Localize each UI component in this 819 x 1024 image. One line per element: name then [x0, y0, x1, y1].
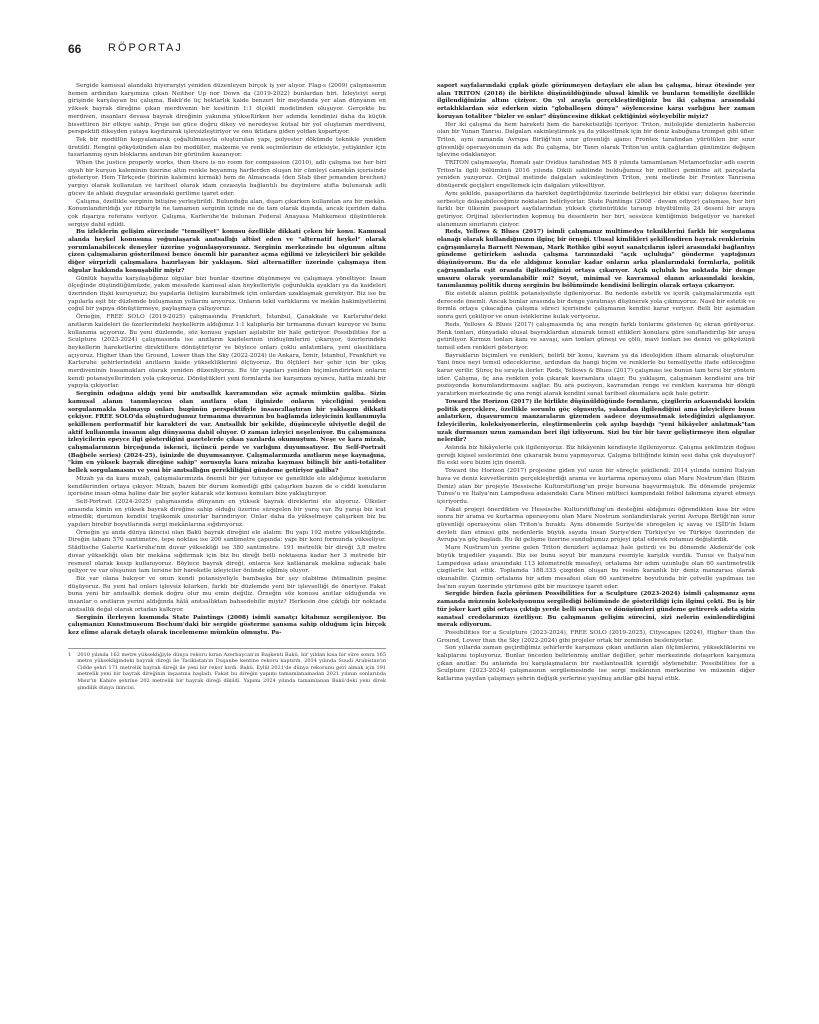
right-column — [437, 83, 755, 684]
paragraph: Bayrakların biçimleri ve renkleri, belirli bir konu, kavram ya da ideolojiden ilham alınarak oluşturulur. Yani önce neyi temsil edeceklerine, ardından da hangi biçim ve renklerle bu temsiliyette ifade edileceğine karar verilir. Süreç bu sırayla ilerler. Reds, Yellows & Blues (2017) çalışması ise bunun tam tersi bir yöntem izler. Çalışma, üç ana renkten yola çıkarak kavramlara ulaşır. Bu yaklaşım, çalışmanın kendisini ara bir pozisyonda konumlandırmasını sağlar. Bu ara pozisyon, kavramdan renge ve renkten kavrama bir döngü yaratırken merkezinde üç ana rengi alarak kendini sanat tarihsel okumalara açık hale getirir. — [437, 352, 755, 398]
left-column — [68, 83, 386, 691]
footnote-mark: 1 — [68, 651, 72, 658]
footnote-divider — [68, 648, 386, 649]
interview-question: saport sayfalarındaki çıplak gözle görünmeyen detayları ele alan bu çalışma, biraz ötesinde yer alan TRITON (2018) ile birlikte düşünüldüğünde ulusal kimlik ve bunların temsiliyle özellikle ilgilendiğinizin altını çiziyor. On yıl arayla gerçekleştirdiğiniz bu iki çalışma arasındaki ortaklıklardan söz ederken sizin "globalleşen dünya" söylencesine karşı varlığını her zaman koruyan totaliter "bizler ve onlar" düşüncesine dikkat çektiğinizi söyleyebilir miyiz? — [437, 83, 755, 120]
paragraph: Aslında biz hikâyelerle çok ilgileniyoruz. Biz hikâyenin kendisiyle ilgileniyoruz. Çalışma şeklimizin doğası gereği kişisel seslerimizi öne çıkararak bunu yapmıyoruz. Çalışma bittiğinde kimin sesi daha çok duyuluyor? Bu eski soru bizim için önemli. — [437, 445, 755, 467]
paragraph: Son yıllarda zaman geçirdiğimiz şehirlerde karşımıza çıkan anıtların alan ölçümlerini, yüksekliklerini ve kalıplarını topluyoruz. Bunlar önceden belirlenmiş anıtlar değiller, şehir merkezinde dolaşırken karşımıza çıkan anıtlar. Bu anlamda bu karşılaşmaların bir rastlantısallık içerdiği söylenebilir. Possibilities for a Sculpture (2023-2024) çalışmasının sergilemesinde ise sergi mekânının merkezine ve müzenin diğer katlarına yayılan çalışmayı şehrin değişik yerlerine yayılmış anıtlar gibi hayal ettik. — [437, 645, 755, 683]
paragraph: Mizah ya da kara mizah, çalışmalarımızda önemli bir yer tutuyor ve genellikle ele aldığımız konuların kendilerinden ortaya çıkıyor. Mizah, bazen bir durum komediği gibi çalışırken bazen de o ciddi konuların içerisine insan olma haline dair bir şeyler katarak söz konusu konuları bize yaklaştırıyor. — [68, 475, 386, 498]
paragraph: Aynı şekilde, pasaportların da hareket özgürlüğümüz üzerinde belirleyici bir etkisi var; dolayısı üzerinde serbestçe dolaşabileceğimiz noktaları belirliyorlar. State Paintings (2008 - devam ediyor) çalışması, her biri farklı bir ülkenin pasaport sayfalarından yüksek çözünürlükle taranıp büyütülmüş 24 deseni bir araya getiriyor. Orijinal işlevlerinden kopmuş bu desenlerin her biri, sessizce kimliğimizi belgeliyor ve hareket alanımızın sınırlarını çiziyor. — [437, 190, 755, 228]
paragraph: When the justice properly works, then there is no room for compassion (2010), adlı çalışma ise her biri siyah bir kurşun kaleminin üzerine altın renkle boyanmış harflerden oluşan bir cümleyi camekân içerisinde gösteriyor. Hem Türkçede (birinin kalemini kırmak) hem de Almancada (den Stab über jemanden brechen) yargıyı olarak kullanılan ve tarihsel olarak idam cezasıyla bağlantılı bu deyimlere atıfta bulunarak adli gücev ile ahlaki duygular arasındaki gerilime işaret eder. — [68, 160, 386, 197]
paragraph: Sergide kamusal alandaki hiyerarşiyi yeniden düzenleyen birçok iş yer alıyor. Flag-s (2009) çalışmasının hemen ardından karşımıza çıkan Neither Up nor Down da (2019-2022) bunlardan biri. İzleyiciyi sergi girişinde karşılayan bu çalışma, Bakü'de üç hektarlık kaide benzeri bir meydanda yer alan dünyanın en yüksek bayrak direğine çıkan merdivenin bir kesitinin 1:1 ölçekli modelinden oluşuyor. Gerçekte bu merdiven, insanları devasa bayrak direğinin yakınına yükseltirken her adımda kendinizi daha da küçük hissettiren bir etkiye sahip. Proje ise güce doğru dikey ve neredeyse kutsal bir yol oluşturan merdiveni, perspektifi dikeyden yataya kaydırarak işlevsizleştiriyor ve onu iktidara giden yoldan kopartıyor. — [68, 83, 386, 136]
paragraph: Fakat projeyi önerdikten ve Hessische Kulturstiftung'un desteğini aldığımızı öğrendikten kısa bir süre sonra bir arama ve kurtarma operasyonu olan Mare Nostrum sonlandırılarak yerini Avrupa Birliği'nin sınır güvenliği operasyonu olan Triton'a bıraktı. Aynı dönemde Suriye'de süregelen iç savaş ve IŞİD'in İslam devleti ilan etmesi gibi nedenlerle büyük sayıda insan Suriye'den Türkiye'ye ve Türkiye üzerinden de Avrupa'ya göç başladı. Bu iki gelişme üzerine sunduğumuz projeyi iptal ederek rotamızı değiştirdik. — [437, 506, 755, 544]
paragraph: Biz estetik alanın politik potansiyeliyle ilgileniyoruz. Bu nedenle estetik ve içerik çalışmalarımızda eşit derecede önemli. Ancak bunlar arasında bir denge yaratmayı düşünerek yola çıkmıyoruz. Nasıl bir estetik ve formla ortaya çıkacağına çalışma süreci içerisinde çalışmanın kendisi karar veriyor. Belli bir aşamadan sonra geri çekiliyor ve onun isteklerine kulak veriyoruz. — [437, 290, 755, 321]
paragraph: Self-Portrait (2024-2025) çalışmasında dünyanın en yüksek bayrak direklerini ele alıyoruz. Ülkeler arasında kimin en yüksek bayrak direğine sahip olduğu üzerine süregelen bir yarış var. Bu yarışı biz icat etmedik; durumun kendisi trajikomik unsurlar barındırıyor. Onlar daha da yükselmeye çalışırken biz bu yapıları birebir boyutlarında sergi mekânlarına sığdırıyoruz. — [68, 498, 386, 529]
paragraph: Reds, Yellows & Blues (2017) çalışmasında üç ana rengin farklı tonlarını gösteren üç ekran görüyoruz. Renk tonları, dünyadaki ulusal bayraklardan alınarak temsil ettikleri konulara göre sınıflandırılıp bir araya getiriliyor. Kırmızı tonları kanı ve savaşı, sarı tonları güneşi ve çölü, mavi tonları ise denizi ve gökyüzünü temsil eden renkleri gösteriyor. — [437, 321, 755, 351]
interview-question: Serginin ilerleyen kısmında State Paintings (2008) isimli sanatçı kitabınız sergileniyor. Bu çalışmanızı Kunstmuseum Bochum'daki bir sergide gösterme şansına sahip olduğum için birçok kez elime alarak detaylı olarak incelememe mümkün olmuştu. Pa- — [68, 614, 386, 636]
paragraph: Her iki çalışma da hem hareketi hem de hareketsizliği içeriyor. Triton, mitolojide denizlerin habercisi olan bir Yunan Tanrısı. Dalgaları sakinleştirmek ya da yükseltmek için bir deniz kabuğuna trompet gibi üfler. Triton, aynı zamanda Avrupa Birliği'nin sınır güvenliği ajansı Frontex tarafından yürütülen bir sınır güvenliği operasyonunun da adı. Bu çalışma, bir Tanrı olarak Triton'un antik çağlardan günümüze değişen işlevine odaklanıyor. — [437, 121, 755, 159]
paragraph: Günlük hayatta karşılaştığımız olgular bizi bunlar üzerine düşünmeye ve çalışmaya yöneltiyor. İnsan ölçeğinde düşündüğümüzde, yakın mesafede kamusal alan heykelleriyle çoğunlukla ayakları ya da kaideleri üzerinden ilişki kuruyoruz; bu yapılarla iletişim kurabilmek için onlardan uzaklaşmak gerekiyor. Biz ise bu yapılarla eşit bir düzlemde buluşmanın yollarını arıyoruz. Onların tekil varlıklarını ve mekân hakimiyetlerini çoğul bir yapıya dönüştürmeye, paylaşmaya çalışıyoruz. — [68, 275, 386, 313]
paragraph: Toward the Horizon (2017) projesine giden yol uzun bir süreçte şekillendi. 2014 yılında isimini İtalyan hava ve deniz kuvvetlerinin gerçekleştirdiği arama ve kurtarma operasyonu olan Mare Nostrum'dan (Bizim Deniz) alan bir projeyle Hessische Kulturstiftung'un proje bursuna başvurmuştuk. Bu dönemde projemiz Tunus'u ve İtalya'nın Lampedusa adasındaki Cara Mineo mülteci kampındaki fotbol takımına ziyaret etmeyi içeriyordu. — [437, 468, 755, 505]
interview-question: Reds, Yellows & Blues (2017) isimli çalışmanız multimedya tekniklerini farklı bir sorgulama olanağı olarak kullandığınızın ilginç bir örneği. Ulusal kimlikleri şekillendiren bayrak renklerinin çağrışımlarıyla Barnett Newman, Mark Rothko gibi soyut sanatçıların işleri arasındaki bağlantıyı gündeme getirirken aslında çalışma tarzınızdaki "açık uçluluğa" gönderme yaptığınızı düşünüyorum. Bu da ele aldığınız konular kadar onların arka planlarındaki formlarla, politik çağrışımlarla eşit oranda ilgilendiğinizi ortaya çıkarıyor. Açık uçluluk bu noktada bir denge unsuru olarak yorumlanabilir mi? Soyut, minimal ve kavramsal olanın arkasındaki keskin, tanımlanmış politik duruş serginin bu bölümünde kendisini belirgin olarak ortaya çıkarıyor. — [437, 229, 755, 290]
paragraph: Örneğin şu anda dünya ikincisi olan Bakü bayrak direğini ele alalım: Bu yapı 192 metre yüksekliğinde. Direğin tabanı 570 santimetre, tepe noktası ise 200 santimetre çapında; yapı bir koni formunda yükseliyor. Städtische Galerie Karlsruhe'nin duvar yüksekliği ise 380 santimetre. 191 metrelik bir direği 3,8 metre duvar yüksekliği olan bir mekâna sığdırmak için biz bu direği belli noktasına kadar her 3 metrede bir resmeel olarak kesip kullanıyoruz. Böylece bayrak direği, onlarca kez katlanarak mekâna sığacak hale geliyor ve var oluşunun tam tersine bir hareketle izleyiciler önünde eğilmiş oluyor. — [68, 529, 386, 575]
paragraph: Mare Nostrum'un yerine gelen Triton denizleri açılamaz hale getirdi ve bu dönemde Akdeniz'de çok büyük trajediler yaşandı. Biz ise bunu soyut bir manzara resmiyle karşılık verdik. Tunus ve İtalya'nın Lampedusa adası arasındaki 113 kilometrelik mesafeyi, ortalama bir adım uzunluğu olan 60 santimetrelik çizgilerle kat ettik. Toplamda 188.333 çizgiden oluşan bu resim karanlık bir deniz manzarası olarak okunabilir. Çizimin ortalama bir adım mesafesi olan 60 santimetre boyutunda bir çetvelle yapılması ise İsa'nın suyun üzerinde yürümesi gibi bir mucizeye işaret eder. — [437, 545, 755, 590]
footnote — [68, 652, 386, 692]
paragraph: Örneğin, FREE SOLO (2019-2025) çalışmasında Frankfurt, İstanbul, Çanakkale ve Karlsruhe'deki anıtların kaideleri ile üzerlerindeki heykellerin aldığımız 1:1 kalıplarla bir tırmanma duvarı kuruyor ve bunu kullanıma açıyoruz. Bu yeni düzlemde, söz konusu yapıları aşılabilir bir hale getiriyor. Possibilities for a Sculpture (2023-2024) çalışmasında ise anıtların kaidelerinin iniduşümlerini çıkarıyor, üzerlerindeki heykellerin hareketlerini direktiflere dönüştürüyor ve böylece onları çoklu anlatımlara, yeni olasılıklara açıyoruz. Higher than the Ground, Lower than the Sky (2022-2024) ile Ankara, İzmir, İstanbul, Frankfurt ve Karlsruhe şehirlerindeki anıtların kaide yüksekliklerini ölçüyoruz. Bu ölçüleri her şehir için bir çıkış merdiveninin basamakları olarak yeniden düzenliyoruz. Bu tür yapıları yeniden biçimlendirirken onların kendi potansiyellerinden yola çıkıyoruz. Dönüştükleri yeni formlarda ise karşımıza oyuncu, hatta mizahi bir yapıyla çıkıyorlar. — [68, 314, 386, 390]
paragraph: TRITON çalışmasıyla, Romalı şair Ovidius tarafından MS 8 yılında tamamlanan Metamorfozlar adlı eserin Triton'la ilgili bölümünü 2016 yılında Dikili sahilinde bulduğumuz bir mülteci geminine ait parçalarla yeniden yazıyoruz. Orijinal metinde dalgaları sakinleştiren Triton, yeni metinde bir Frontex Tanrısına dönüşerek geçişleri engellemek için dalgaları yükseltiyor. — [437, 160, 755, 190]
paragraph: Çalışma, özellikle serginin bitişine yerleştirildi. Bulunduğu alan, dışarı çıkarken kullanılan ara bir mekân. Konumlandırıldığı yer itibariyle ne tamamen serginin içinde ne de tam olarak dışında, ancak içeriden daha çok dışarıya referans veriyor. Çalışma, Karlsruhe'de bulunan Federal Anayasa Mahkemesi düşünülerek sergiye dahil edildi. — [68, 198, 386, 228]
page-number: 66 — [68, 42, 82, 56]
interview-question: Bu izleklerin gelişim sürecinde "temsiliyet" konusu özellikle dikkati çeken bir konu. Kamusal alanda heykel konusuna yoğunlaşarak anıtsallığı altüst eden ve "alternatif heykel" olarak yorumlanabilecek deneyler üzerine yoğunlaşıyorsunuz. Serginin merkezinde bu olgunun altını çizen çalışmaların gösterilmesi bence önemli bir parantez açma eğilimi ve izleyicileri bir şekilde diğer sürprizli çalışmalara hazırlayan bir yaklaşım. Sizi alternatifler üzerinde çalışmaya iten olgular hakkında konuşabilir miyiz? — [68, 229, 386, 274]
interview-question: Toward the Horizon (2017) ile birlikte düşünüldüğünde formların, çizgilerin arkasındaki keskin politik gerçeklere, özellikle sorunlu göç olgusuyla, yakından ilgilendiğini ama izleyicilere bunu anlatırken, dışavurumcu manzaraların gizemden sadece doyumsatmak istediğinizi algılanıyor. İzleyicilerin, koleksiyonerlerin, eleştirmenlerin çok ayılıp baydığı "yeni hikâyeler anlatmak"tan uzak durmanızı uzun zamandan beri ilgi izliyorum. Sizi bu tür bir tavır geliştirmeye iten olgular nelerdir? — [437, 398, 755, 444]
interview-question: Sergide birden fazla görünen Possibilities for a Sculpture (2023-2024) isimli çalışmanız aynı zamanda müzenin koleksiyonunu sergilediği bölümünde de gösterildiği için ilgimi çekti. Bu iş bir tür joker kart gibi ortaya çıktığı yerde belli sorulan ve dönüşümleri gündeme getirerek adeta sizin sanatsal credolarınızı özetliyor. Bu çalışmanın gelişim sürecini, sizi nelerin esinlendirdiğini merak ediyorum. — [437, 591, 755, 629]
paragraph: Possibilities for a Sculpture (2023-2024), FREE SOLO (2019-2025), Cityscapes (2024), Higher than the Ground, Lower than the Sky (2022-2024) gibi projeler ortak bir zeminden besleniyorlar. — [437, 629, 755, 644]
interview-question: Serginin odağına aldığı yeni bir anıtsallık kavramından söz açmak mümkün galiba. Sizin kamusal alanın tanımlayıcısı olan anıtlara olan ilginizde onların yüceliğini yeniden sorgulanmakla kalmayıp onları bugünün perspektifiyle insancıllaştıran bir yaklaşım dikkati çekiyor. FREE SOLO'da oluşturduğunuz tırmanma duvarının bu bağlamda izleyicinin kullanımıyla şekillenen performatif bir karakteri de var. Anıtsallık bir şekilde, düşünceyle ulviyetle değil de aktif kullanımla insanın algı dünyasına dahil oluyor. O zaman izleyici neşeleniyor. Bu çalışmanıza izleyicilerin epeyce ilgi gösterdiğini gazetelerde çıkan yazılarda okumuştum. Neşe ve kara mizah, çalışmalarınızın birçoğunda iskenci, iiçüncü perde ve varlığını duyumsatıyor. Bu Self-Portrait (Bağbele series) (2024-25), işinizde de duyumsanıyor. Çalışmalarınızda anıtların neşe kaynağına, "kim en yüksek bayrak direğine sahip" sorusuyla kara mizaha kayması bilinçli bir anti-totaliter bellek sorgulamasını ve yeni bir anıtsallığın gerekliliğini gündeme getiriyor galiba? — [68, 391, 386, 475]
paragraph: Tek bir modülün kopyalanarak çoğaltılmasıyla oluşturulan yapı, polyester dökümde teknikle yeniden üretildi. Rengini gökyüzünden alan bu modüller, malzeme ve renk seçimlerinin de etkisiyle, yetişkinler için tasarlanmış oyun bloklarını andıran bir görünüm kazanıyor. — [68, 136, 386, 159]
footnote-text: 2010 yılında 162 metre yüksekliğiyle dünya rekoru kıran Azerbaycan'ın Başkenti Bakü, bir yıldan kısa bir süre sonra 165 metre yüksekliğindeki bayrak direği ile Tacikistan'ın Duşanbe kentine rekoru kaptırdı. 2014 yılında Suudi Arabistan'ın Cidde şehri 171 metrelik bayrak direği ile yeni bir rekor kırdı. Bakü, Eylül 2021'de dünya rekorunu geri almak için 191 metrelik yeni bir bayrak direğinin inşaatına başladı. Fakat bu direğin yapımı tamamlanamadan 2021 yılının sonlarında Mısır'ın Kahire şehrine 202 metrelik bir bayrak direği dikildi. Yapımı 2024 yılında tamamlanan Bakü'deki yeni direk şimdilik dünya ikincisi. — [77, 651, 386, 691]
page-header — [68, 42, 758, 58]
paragraph: Biz var olana bakıyor ve onun kendi potansiyeliyle bambaşka bir şey olabilme ihtimalinin peşine düşüyoruz. Bu yeni hal onları işlevsiz kılarken, farklı bir düzlemde yeni bir işlevselliği de öneriyor. Fakat buna yeni bir anıtsallık demek doğru olur mu emin değiliz. Örneğin söz konusu anıtlar olduğunda ve insanlar o anıtların yerini aldığında hâlâ anıtsallıktan bahsedebilir miyiz? Herkesin öne çıktığı bir noktada anıtsallık değal olarak ortadan kalkıyor. — [68, 576, 386, 613]
section-title: RÖPORTAJ — [108, 42, 183, 54]
